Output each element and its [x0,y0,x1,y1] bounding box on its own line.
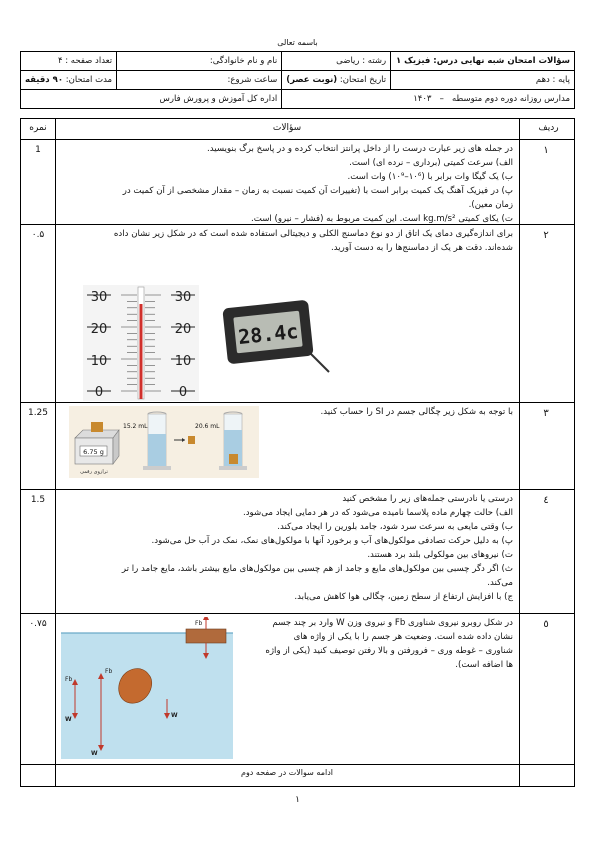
thermometer-label: 20 [90,322,108,337]
school-cell: مدارس روزانه دوره دوم متوسطه – ۱۴۰۳ [282,90,575,109]
scale-reading: 6.75 g [83,448,104,456]
page-number: ۱ [295,795,300,805]
fb-label: Fb [195,620,203,627]
volume-before: 15.2 mL [123,423,148,430]
duration-cell: مدت امتحان: ۹۰ دقیقه [21,71,117,90]
fb-label: Fb [105,668,113,675]
exam-date-cell: تاریخ امتحان: (نوبت عصر) [282,71,391,90]
fb-label: Fb [65,676,73,683]
w-label: W [65,716,72,723]
digital-thermometer-figure [221,294,331,374]
digital-reading: 28.4c [237,318,300,350]
col-header-questions: سؤالات [272,123,302,133]
question-score: 1.5 [30,495,46,505]
col-header-radif: ردیف [538,123,559,133]
continue-note: ادامه سوالات در صفحه دوم [240,768,333,777]
question-4-text: درستی یا نادرستی جمله‌های زیر را مشخص کنید الف) حالت چهارم ماده پلاسما نامیده می‌شود که در هر دمایی ایجاد می‌شود. ب) وقتی مایعی به سرعت سرد شود، جامد بلورین را ایجاد می‌کند. پ) به دلیل حرکت تصادفی مولکول‌های آب و برخورد آنها با مولکول‌های نمک، نمک در آب حل می‌شود. ت) نیروهای بین مولکولی بلند برد هستند. ث) اگر دگر چسبی بین مولکول‌های مایع و جامد از هم چسبی بین مولکول‌های مایع بیشتر باشد، مایع جامد را تر می‌کند. ج) با افزایش ارتفاع از سطح زمین، چگالی هوا کاهش می‌یابد. [121,494,513,602]
questions-table [20,118,575,787]
start-time-cell: ساعت شروع: [117,71,282,90]
basmala: باسمه تعالی [277,38,318,47]
thermometer-label: 10 [174,354,192,369]
page-count-cell: تعداد صفحه : ۴ [21,52,117,71]
exam-title: سؤالات امتحان شبه نهایی درس: فیزیک ۱ [391,52,575,71]
student-name-cell: نام و نام خانوادگی: [117,52,282,71]
question-score: 1 [35,145,41,155]
question-5-text: در شکل روبرو نیروی شناوری Fb و نیروی وزن W وارد بر چند جسم نشان داده شده است. وضعیت هر جسم را با یکی از واژه های شناوری – غوطه وری – فرورفتن و بالا رفتن توصیف کنید (یکی از واژه ها اضافه است). [265,618,513,670]
alcohol-thermometer-figure [83,285,199,401]
volume-after: 20.6 mL [195,423,220,430]
thermometer-label: 30 [90,290,108,305]
thermometer-label: 10 [90,354,108,369]
buoyancy-figure [61,617,233,759]
scale-label: ترازوی رقمی [80,469,108,475]
w-label: W [91,750,98,757]
question-score: ۰.۵ [31,230,45,240]
question-3-text: با توجه به شکل زیر چگالی جسم در SI را حساب کنید. [320,407,513,417]
exam-header-table [20,51,575,109]
question-number: ٤ [543,495,549,506]
thermometer-label: 0 [178,385,188,400]
question-score: 1.25 [27,408,49,418]
col-header-score: نمره [29,123,47,133]
thermometer-label: 30 [174,290,192,305]
question-number: ٥ [543,619,549,630]
grade-cell: پایه : دهم [391,71,575,90]
thermometer-label: 20 [174,322,192,337]
w-label: W [171,712,178,719]
question-2-text: برای اندازه‌گیری دمای یک اتاق از دو نوع دماسنج الکلی و دیجیتالی استفاده شده است که در شکل زیر نشان داده شده‌اند. دقت هر یک از دماسنج‌ها را به دست آورید. [113,229,513,253]
question-score: ۰.۷۵ [29,619,47,629]
question-number: ۲ [543,230,549,241]
question-number: ۱ [543,145,549,156]
question-number: ۳ [543,408,549,419]
office-cell: اداره کل آموزش و پرورش فارس [21,90,282,109]
density-experiment-figure [69,406,259,478]
thermometer-label: 0 [94,385,104,400]
question-1-text: در جمله های زیر عبارت درست را از داخل پرانتز انتخاب کرده و در پاسخ برگ بنویسید. الف) سرعت کمیتی (برداری – نرده ای) است. ب) یک گیگا وات برابر با (۱۰⁶–۱۰⁹) وات است. پ) در فیزیک آهنگ یک کمیت برابر است با (تغییرات آن کمیت نسبت به زمان – مقدار مشخصی از آن کمیت در زمان معین). ت) یکای کمیتی kg.m/s² است. این کمیت مربوط به (فشار – نیرو) است. [122,144,513,224]
field-cell: رشته : ریاضی [282,52,391,71]
